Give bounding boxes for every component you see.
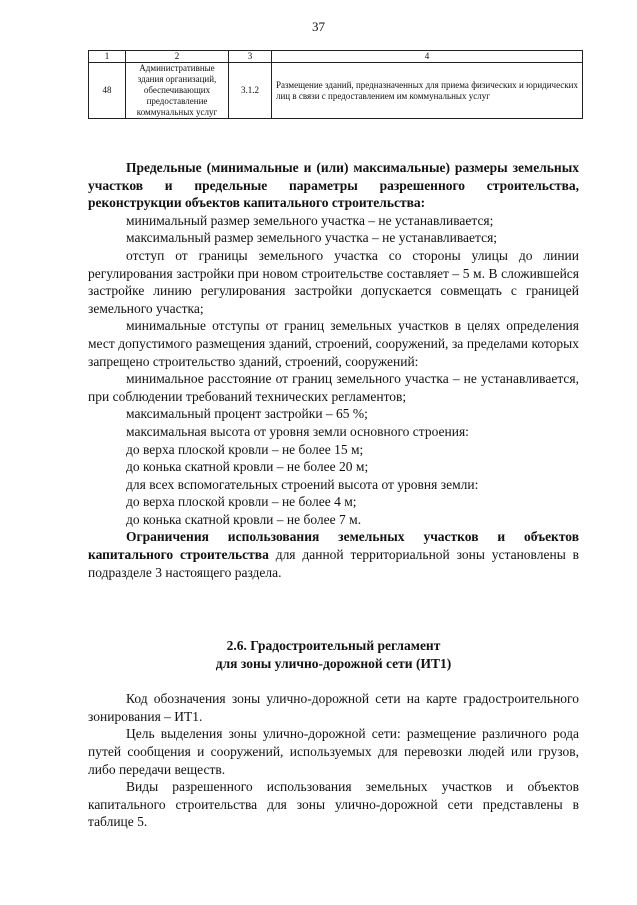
parameter-item: для всех вспомогательных строений высота от уровня земли: (126, 476, 479, 492)
zone-code-paragraph: Код обозначения зоны улично-дорожной сети на карте градостроительного зонирования – ИТ1. (88, 691, 579, 724)
use-description: Размещение зданий, предназначенных для приема физических и юридических лиц в связи с предоставлением им коммунальных услуг (272, 63, 583, 119)
section-title: 2.6. Градостроительный регламент (226, 638, 441, 653)
use-code: 3.1.2 (229, 63, 272, 119)
permitted-uses-paragraph: Виды разрешенного использования земельных участков и объектов капитального строительства для зоны улично-дорожной сети представлены в таблице 5. (88, 779, 579, 830)
permitted-use-table (88, 50, 583, 119)
section-subtitle: для зоны улично-дорожной сети (ИТ1) (215, 655, 452, 671)
table-header-cell: 3 (229, 51, 272, 63)
parameter-item: до верха плоской кровли – не более 4 м; (126, 494, 357, 510)
table-header-cell: 4 (272, 51, 583, 63)
restrictions-bold: Ограничения использования земельных участков и объектов капитального строительства (88, 529, 579, 563)
table-header-cell: 1 (89, 51, 126, 63)
parameter-item: до верха плоской кровли – не более 15 м; (126, 441, 364, 457)
row-number: 48 (89, 63, 126, 119)
table-header-cell: 2 (126, 51, 229, 63)
use-name: Административные здания организаций, обеспечивающих предоставление коммунальных услуг (126, 63, 229, 119)
section-it1 (88, 637, 579, 831)
restrictions-text: для данной территориальной зоны установлены в подразделе 3 настоящего раздела. (88, 547, 580, 580)
parameter-item: максимальная высота от уровня земли основного строения: (126, 423, 469, 439)
parameter-item: минимальное расстояние от границ земельного участка – не устанавливается, при соблюдении требований технических регламентов; (88, 371, 579, 404)
section-parameters (88, 159, 579, 581)
parameter-item: максимальный размер земельного участка – не устанавливается; (126, 230, 498, 246)
parameter-item: минимальные отступы от границ земельных участков в целях определения мест допустимого размещения зданий, строений, сооружений, за пределами которых запрещено строительство зданий, строений, сооружений: (88, 318, 579, 369)
restrictions-paragraph (88, 528, 579, 581)
spacer (88, 672, 579, 690)
page-number: 37 (312, 19, 325, 34)
parameter-item: до конька скатной кровли – не более 20 м; (126, 459, 369, 475)
parameter-item: максимальный процент застройки – 65 %; (126, 406, 368, 422)
table-header-row (89, 51, 583, 63)
parameter-item: минимальный размер земельного участка – не устанавливается; (126, 212, 494, 228)
parameter-item: отступ от границы земельного участка со стороны улицы до линии регулирования застройки при новом строительстве составляет – 5 м. В сложившейся застройке линию регулирования застройки допускается совмещать с границей земельного участка; (88, 247, 579, 316)
table-row (89, 63, 583, 119)
parameter-item: до конька скатной кровли – не более 7 м. (126, 511, 362, 527)
zone-purpose-paragraph: Цель выделения зоны улично-дорожной сети: размещение различного рода путей сообщения и сооружений, используемых для перевозки людей или грузов, либо передачи веществ. (88, 726, 579, 777)
parameters-heading: Предельные (минимальные и (или) максимальные) размеры земельных участков и предельные параметры разрешенного строительства, реконструкции объектов капитального строительства: (88, 160, 579, 211)
